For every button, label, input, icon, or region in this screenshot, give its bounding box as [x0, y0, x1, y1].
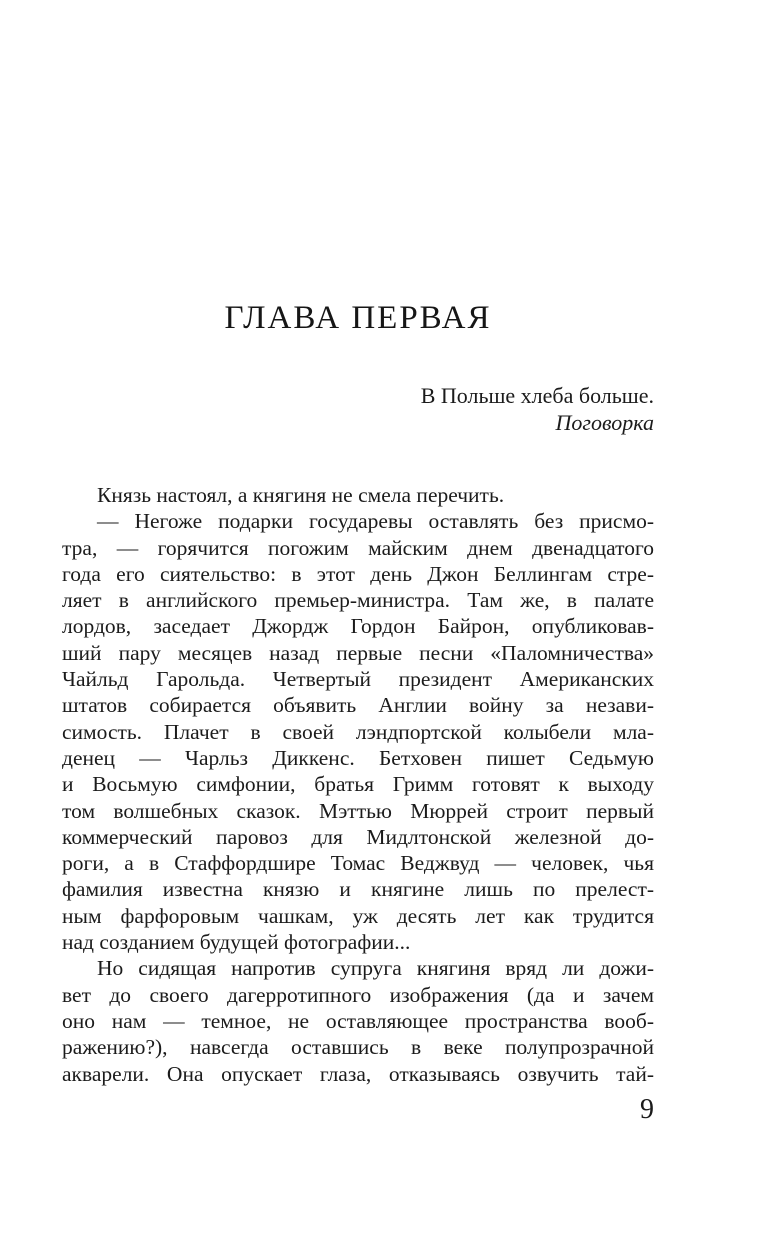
text-line: — Негоже подарки государевы оставлять без присмо-	[97, 509, 654, 534]
text-line: фамилия известна князю и княгине лишь по прелест-	[62, 877, 654, 902]
text-line: вет до своего дагерротипного изображения (да и зачем	[62, 982, 654, 1007]
page-number: 9	[640, 1094, 654, 1125]
text-line: ным фарфоровым чашкам, уж десять лет как трудится	[62, 903, 654, 928]
text-line: симость. Плачет в своей лэндпортской колыбели мла-	[62, 719, 654, 744]
text-line: ляет в английского премьер-министра. Там же, в палате	[62, 588, 654, 613]
text-line: оно нам — темное, не оставляющее пространства вооб-	[62, 1008, 654, 1033]
text-line: тра, — горячится погожим майским днем двенадцатого	[62, 535, 654, 560]
text-line: Чайльд Гарольда. Четвертый президент Американских	[62, 667, 654, 692]
epigraph-quote: В Польше хлеба больше.	[420, 383, 654, 408]
text-line: над созданием будущей фотографии...	[62, 930, 411, 955]
body-text	[62, 482, 654, 1087]
paragraph	[62, 955, 654, 1086]
paragraph	[62, 508, 654, 955]
chapter-title: ГЛАВА ПЕРВАЯ	[224, 300, 492, 336]
text-line: акварели. Она опускает глаза, отказываясь озвучить тай-	[62, 1061, 654, 1086]
text-line: ший пару месяцев назад первые песни «Паломничества»	[62, 640, 654, 665]
epigraph-attribution: Поговорка	[555, 410, 654, 435]
text-line: коммерческий паровоз для Мидлтонской железной до-	[62, 824, 654, 849]
text-line: роги, а в Стаффордшире Томас Веджвуд — человек, чья	[62, 851, 654, 876]
epigraph	[62, 382, 654, 436]
text-line: Князь настоял, а княгиня не смела перечить.	[97, 483, 505, 507]
text-line: и Восьмую симфонии, братья Гримм готовят к выходу	[62, 772, 654, 797]
text-line: Но сидящая напротив супруга княгиня вряд ли дожи-	[97, 956, 654, 981]
text-line: денец — Чарльз Диккенс. Бетховен пишет Седьмую	[62, 745, 654, 770]
text-line: штатов собирается объявить Англии войну за незави-	[62, 693, 654, 718]
paragraph	[62, 482, 654, 508]
text-line: ражению?), навсегда оставшись в веке полупрозрачной	[62, 1035, 654, 1060]
text-line: года его сиятельство: в этот день Джон Беллингам стре-	[62, 561, 654, 586]
text-line: лордов, заседает Джордж Гордон Байрон, опубликовав-	[62, 614, 654, 639]
text-line: том волшебных сказок. Мэттью Мюррей строит первый	[62, 798, 654, 823]
